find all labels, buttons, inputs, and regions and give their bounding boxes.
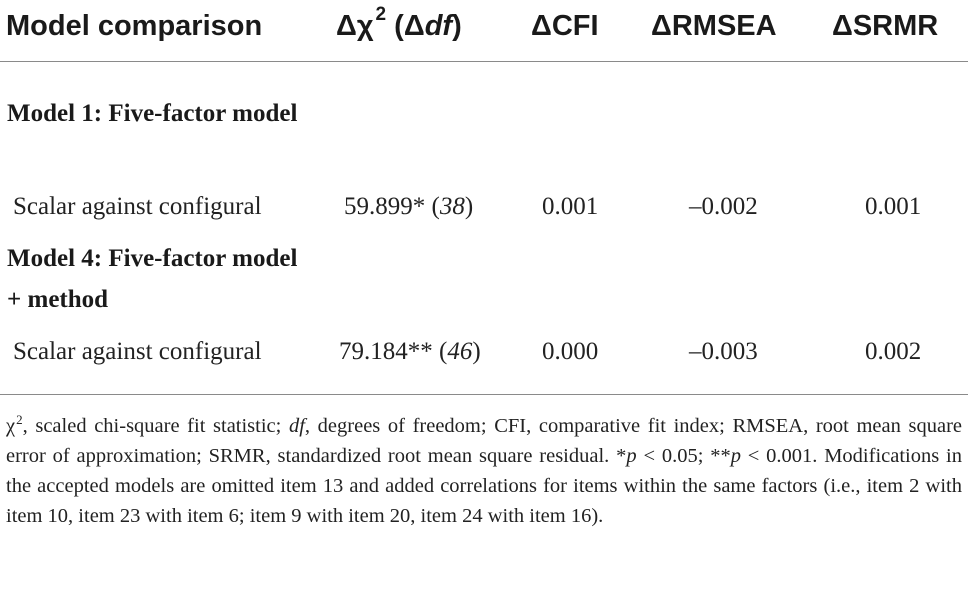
cfi-cell: 0.000 [542, 338, 599, 365]
note-p: p [626, 445, 637, 467]
note-df: df [288, 415, 305, 437]
chi-value: 79.184** ( [339, 338, 448, 365]
chi-df-value: 46 [447, 338, 473, 365]
chi-close: ) [464, 193, 474, 220]
rmsea-cell: –0.002 [689, 193, 758, 220]
note-chi: χ [6, 415, 16, 437]
group-title-model-1: Model 1: Five-factor model [7, 100, 298, 127]
rmsea-cell: –0.003 [689, 338, 758, 365]
srmr-cell: 0.002 [865, 338, 922, 365]
chi-open: (Δ [386, 10, 425, 42]
column-header-model-comparison: Model comparison [6, 10, 263, 42]
group-title-model-4: Model 4: Five-factor model + method [7, 245, 298, 313]
note-text: < 0.001. Modifications in the accepted models are omitted item 13 and added correlations for items within the same factors (i.e., item 2 with item 10, item 23 with item 6; item 9 with item 20, item 24 with item 16). [6, 445, 962, 527]
chi-square-cell [339, 337, 481, 367]
chi-df-value: 38 [439, 193, 465, 220]
note-chi-exponent: 2 [16, 412, 23, 427]
srmr-cell: 0.001 [865, 193, 922, 220]
header-rule [0, 61, 968, 62]
chi-exponent: 2 [375, 4, 387, 25]
note-text: , degrees of freedom; CFI, comparative fit index; RMSEA, root mean square error of approximation; SRMR, standardized root mean square residual. * [6, 415, 962, 467]
footer-rule [0, 394, 968, 395]
cfi-cell: 0.001 [542, 193, 599, 220]
note-text: , scaled chi-square fit statistic; [22, 415, 289, 437]
table-footnote [6, 411, 962, 531]
chi-value: 59.899* ( [344, 193, 440, 220]
column-header-delta-cfi: ΔCFI [531, 10, 599, 42]
note-text: < 0.05; ** [636, 445, 731, 467]
row-label: Scalar against configural [13, 193, 262, 220]
column-header-delta-chi-square [336, 6, 462, 46]
row-label: Scalar against configural [13, 338, 262, 365]
chi-df: df [424, 10, 453, 42]
chi-symbol: Δχ [336, 10, 374, 42]
chi-close: ) [452, 10, 462, 42]
note-p: p [730, 445, 741, 467]
column-header-delta-rmsea: ΔRMSEA [651, 10, 777, 42]
column-header-delta-srmr: ΔSRMR [832, 10, 939, 42]
chi-close: ) [472, 338, 481, 365]
chi-square-cell [344, 192, 473, 222]
